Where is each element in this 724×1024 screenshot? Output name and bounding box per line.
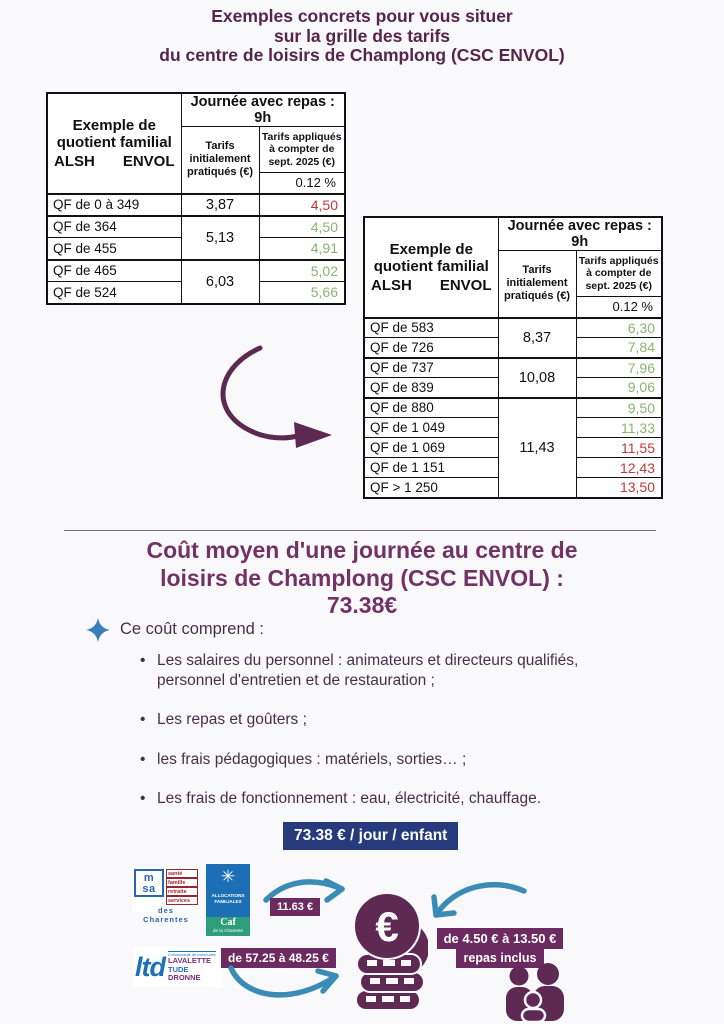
table-row <box>364 358 662 378</box>
msa-logo <box>132 867 200 924</box>
tarifs-2025-header-cell: Tarifs appliqués à compter de sept. 2025 (€) <box>576 251 662 297</box>
euro-symbol: € <box>375 903 399 950</box>
tarifs-init-header-cell: Tarifs initialement pratiqués (€) <box>181 127 259 194</box>
alsh-label: ALSH <box>371 276 412 294</box>
title-line-3: du centre de loisirs de Champlong (CSC ENVOL) <box>159 45 565 65</box>
daily-cost-badge: 73.38 € / jour / enfant <box>283 822 458 850</box>
tarif-2025-cell: 9,06 <box>576 378 662 398</box>
cost-bullet-list <box>140 651 650 829</box>
tarif-2025-cell: 9,50 <box>576 398 662 418</box>
caf-people-icon: ✳ <box>220 867 236 886</box>
tarif-2025-cell: 4,50 <box>259 194 345 216</box>
table-row <box>364 318 662 338</box>
tarifs-2025-header-cell: Tarifs appliqués à compter de sept. 2025 (€) <box>259 127 345 173</box>
qf-header-line2: quotient familial <box>373 257 489 275</box>
ltd-monogram-icon: ltd <box>135 951 165 982</box>
msa-services-list <box>166 869 198 905</box>
title-line-2: sur la grille des tarifs <box>273 25 451 46</box>
arrow-family-to-coins-icon <box>428 879 528 933</box>
ltd-logo <box>133 947 223 987</box>
tarif-2025-cell: 5,66 <box>259 282 345 304</box>
qf-header-cell <box>47 93 181 194</box>
family-contribution-amount: de 4.50 € à 13.50 € <box>437 928 564 949</box>
qf-cell: QF de 364 <box>47 216 181 238</box>
ltd-line: TUDE <box>168 964 189 974</box>
qf-header-line1: Exemple de <box>72 116 156 134</box>
tariff-table-1 <box>46 92 346 305</box>
table-header-row <box>47 93 345 127</box>
caf-logo-bottom <box>206 917 250 936</box>
ltd-line: LAVALETTE <box>168 956 212 966</box>
qf-cell: QF de 1 049 <box>364 418 498 438</box>
ltd-contribution-badge: de 57.25 à 48.25 € <box>221 948 336 968</box>
qf-cell: QF de 583 <box>364 318 498 338</box>
msa-item: services <box>166 896 198 905</box>
qf-cell: QF de 726 <box>364 338 498 358</box>
table-row <box>364 398 662 418</box>
tarif-2025-cell: 7,96 <box>576 358 662 378</box>
envol-label: ENVOL <box>122 152 175 170</box>
cost-heading-line1: Coût moyen d'une journée au centre de <box>146 537 578 563</box>
msa-item: famille <box>166 878 198 887</box>
cost-heading-line3: 73.38€ <box>326 592 398 618</box>
qf-cell: QF de 455 <box>47 238 181 260</box>
msa-logo-top <box>134 869 198 905</box>
ltd-logo-text <box>168 951 216 983</box>
qf-cell: QF de 1 151 <box>364 458 498 478</box>
ltd-small-label: Communauté de communes <box>168 953 216 958</box>
tarif-initial-cell: 8,37 <box>498 318 576 358</box>
qf-cell: QF de 1 069 <box>364 438 498 458</box>
tarif-2025-cell: 13,50 <box>576 478 662 498</box>
ltd-line: DRONNE <box>168 973 201 983</box>
journee-header-cell: Journée avec repas : 9h <box>181 93 345 127</box>
pct-cell: 0.12 % <box>576 297 662 318</box>
caf-logo <box>206 864 250 936</box>
tarif-2025-cell: 12,43 <box>576 458 662 478</box>
tarif-initial-cell: 11,43 <box>498 398 576 498</box>
qf-cell: QF de 465 <box>47 260 181 282</box>
tarif-2025-cell: 6,30 <box>576 318 662 338</box>
arrow-ltd-to-coins-icon <box>226 960 344 1008</box>
alsh-label: ALSH <box>54 152 95 170</box>
bullet-item: • Les frais de fonctionnement : eau, électricité, chauffage. <box>140 789 650 809</box>
family-icon <box>503 962 565 1022</box>
table-row <box>47 194 345 216</box>
msa-letters-sa: sa <box>142 883 156 895</box>
qf-header-line1: Exemple de <box>389 240 473 258</box>
msa-monogram-icon <box>134 869 164 897</box>
qf-cell: QF de 880 <box>364 398 498 418</box>
bullet-item: • les frais pédagogiques : matériels, sorties… ; <box>140 750 650 770</box>
family-contribution-note: repas inclus <box>456 949 545 968</box>
qf-cell: QF de 737 <box>364 358 498 378</box>
tarif-initial-cell: 5,13 <box>181 216 259 260</box>
journee-header-cell: Journée avec repas : 9h <box>498 217 662 251</box>
caf-name-label: Caf <box>220 917 236 928</box>
tarif-initial-cell: 6,03 <box>181 260 259 304</box>
tarifs-init-header-cell: Tarifs initialement pratiqués (€) <box>498 251 576 318</box>
euro-coins-icon <box>352 892 428 1018</box>
cost-intro: Ce coût comprend : <box>120 620 264 638</box>
qf-cell: QF > 1 250 <box>364 478 498 498</box>
qf-header-line3 <box>52 151 177 170</box>
qf-header-line2: quotient familial <box>56 133 172 151</box>
caf-contribution-badge: 11.63 € <box>270 898 320 916</box>
bullet-item: • Les salaires du personnel : animateurs et directeurs qualifiés, personnel d'entretien et de restauration ; <box>140 651 650 690</box>
qf-header-line3 <box>369 275 494 294</box>
tarif-2025-cell: 11,55 <box>576 438 662 458</box>
envol-label: ENVOL <box>439 276 492 294</box>
table-header-row <box>364 217 662 251</box>
table-row <box>47 260 345 282</box>
tarif-2025-cell: 4,91 <box>259 238 345 260</box>
qf-cell: QF de 839 <box>364 378 498 398</box>
tarif-2025-cell: 5,02 <box>259 260 345 282</box>
msa-item: retraite <box>166 887 198 896</box>
tariff-table-2 <box>363 216 663 499</box>
title-line-1: Exemples concrets pour vous situer <box>211 6 513 26</box>
sparkle-icon <box>86 618 110 642</box>
table-row <box>47 216 345 238</box>
tarif-2025-cell: 11,33 <box>576 418 662 438</box>
msa-letter-m: m <box>143 872 155 884</box>
tarif-initial-cell: 3,87 <box>181 194 259 216</box>
qf-cell: QF de 524 <box>47 282 181 304</box>
cost-heading-line2: loisirs de Champlong (CSC ENVOL) : <box>160 564 564 591</box>
qf-header-cell <box>364 217 498 318</box>
section-divider <box>64 530 656 531</box>
caf-logo-top <box>206 864 250 917</box>
tarif-2025-cell: 7,84 <box>576 338 662 358</box>
msa-region-label: des Charentes <box>143 906 189 924</box>
bullet-item: • Les repas et goûters ; <box>140 710 650 730</box>
tarif-initial-cell: 10,08 <box>498 358 576 398</box>
cost-heading <box>0 537 724 620</box>
pct-cell: 0.12 % <box>259 173 345 194</box>
qf-cell: QF de 0 à 349 <box>47 194 181 216</box>
caf-sub-label: de la Charente <box>212 928 244 933</box>
caf-alloc-label: ALLOCATIONS FAMILIALES <box>211 893 245 904</box>
tarif-2025-cell: 4,50 <box>259 216 345 238</box>
msa-item: santé <box>166 869 198 878</box>
page-title <box>0 7 724 66</box>
curved-arrow-icon <box>198 342 338 454</box>
